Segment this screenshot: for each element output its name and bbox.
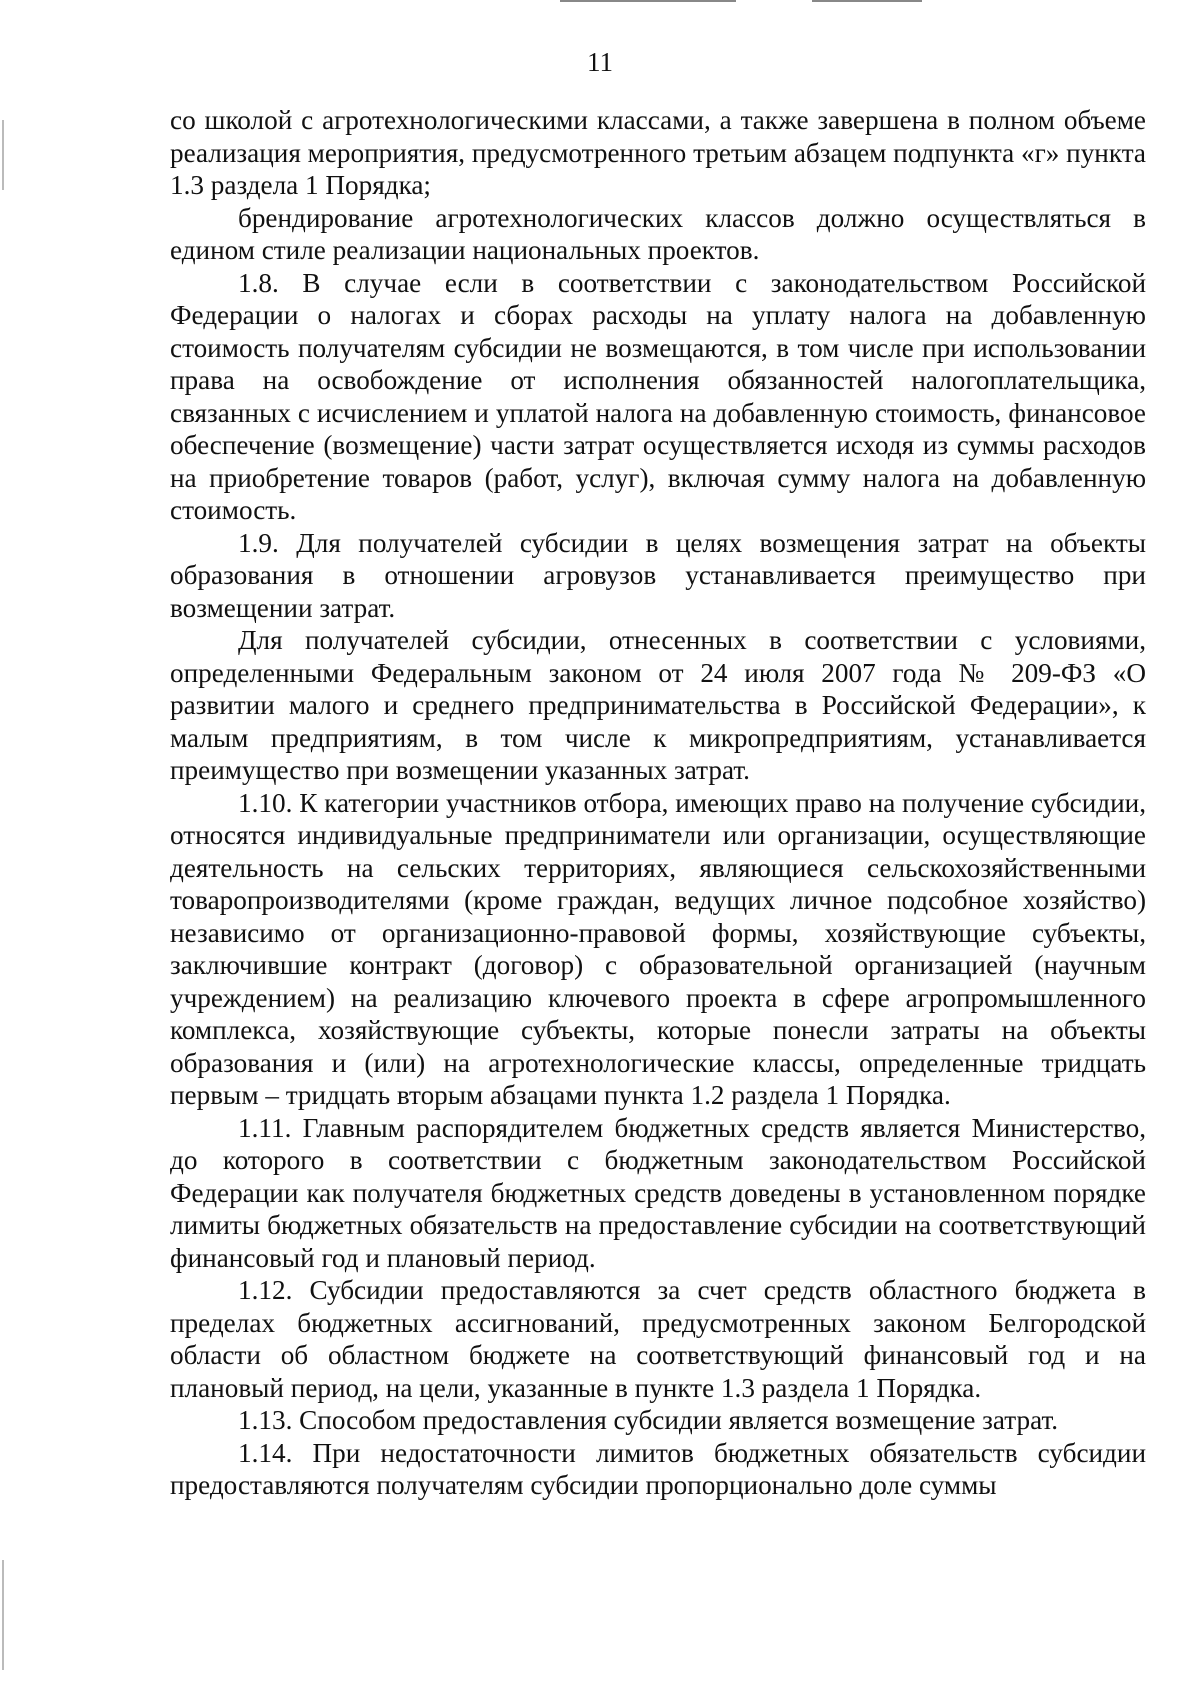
scan-artifact-line [812,0,922,2]
paragraph: 1.13. Способом предоставления субсидии является возмещение затрат. [238,1405,1059,1435]
scan-artifact-edge [2,120,4,190]
paragraph: брендирование агротехнологических классов должно осуществляться в едином стиле реализации национальных проектов. [170,202,1146,265]
paragraph: Для получателей субсидии, отнесенных в соответствии с условиями, определенными Федеральным законом от 24 июля 2007 года № 209-ФЗ «О развитии малого и среднего предпринимательства в Российской Федерации», к малым предприятиям, в том числе к микропредприятиям, устанавливается преимущество при возмещении указанных затрат. [170,625,1146,785]
page-number: 11 [587,47,613,77]
paragraph: со школой с агротехнологическими классами, а также завершена в полном объеме реализация мероприятия, предусмотренного третьим абзацем подпункта «г» пункта 1.3 раздела 1 Порядка; [170,105,1146,200]
paragraph: 1.12. Субсидии предоставляются за счет средств областного бюджета в пределах бюджетных ассигнований, предусмотренных законом Белгородской области об областном бюджете на соответствующий финансовый год и на плановый период, на цели, указанные в пункте 1.3 раздела 1 Порядка. [170,1275,1146,1403]
paragraph: 1.10. К категории участников отбора, имеющих право на получение субсидии, относятся индивидуальные предприниматели или организации, осуществляющие деятельность на сельских территориях, являющиеся сельскохозяйственными товаропроизводителями (кроме граждан, ведущих личное подсобное хозяйство) независимо от организационно-правовой формы, хозяйствующие субъекты, заключившие контракт (договор) с образовательной организацией (научным учреждением) на реализацию ключевого проекта в сфере агропромышленного комплекса, хозяйствующие субъекты, которые понесли затраты на объекты образования и (или) на агротехнологические классы, определенные тридцать первым – тридцать вторым абзацами пункта 1.2 раздела 1 Порядка. [170,787,1146,1110]
paragraph: 1.14. При недостаточности лимитов бюджетных обязательств субсидии предоставляются получателям субсидии пропорционально доле суммы [170,1437,1146,1500]
scan-artifact-edge [2,1560,4,1670]
document-body [170,104,1146,1502]
paragraph: 1.11. Главным распорядителем бюджетных средств является Министерство, до которого в соответствии с бюджетным законодательством Российской Федерации как получателя бюджетных средств доведены в установленном порядке лимиты бюджетных обязательств на предоставление субсидии на соответствующий финансовый год и плановый период. [170,1112,1146,1273]
scan-artifact-line [560,0,736,2]
paragraph: 1.8. В случае если в соответствии с законодательством Российской Федерации о налогах и сборах расходы на уплату налога на добавленную стоимость получателям субсидии не возмещаются, в том числе при использовании права на освобождение от исполнения обязанностей налогоплательщика, связанных с исчислением и уплатой налога на добавленную стоимость, финансовое обеспечение (возмещение) части затрат осуществляется исходя из суммы расходов на приобретение товаров (работ, услуг), включая сумму налога на добавленную стоимость. [170,267,1146,525]
paragraph: 1.9. Для получателей субсидии в целях возмещения затрат на объекты образования в отношении агровузов устанавливается преимущество при возмещении затрат. [170,527,1146,623]
